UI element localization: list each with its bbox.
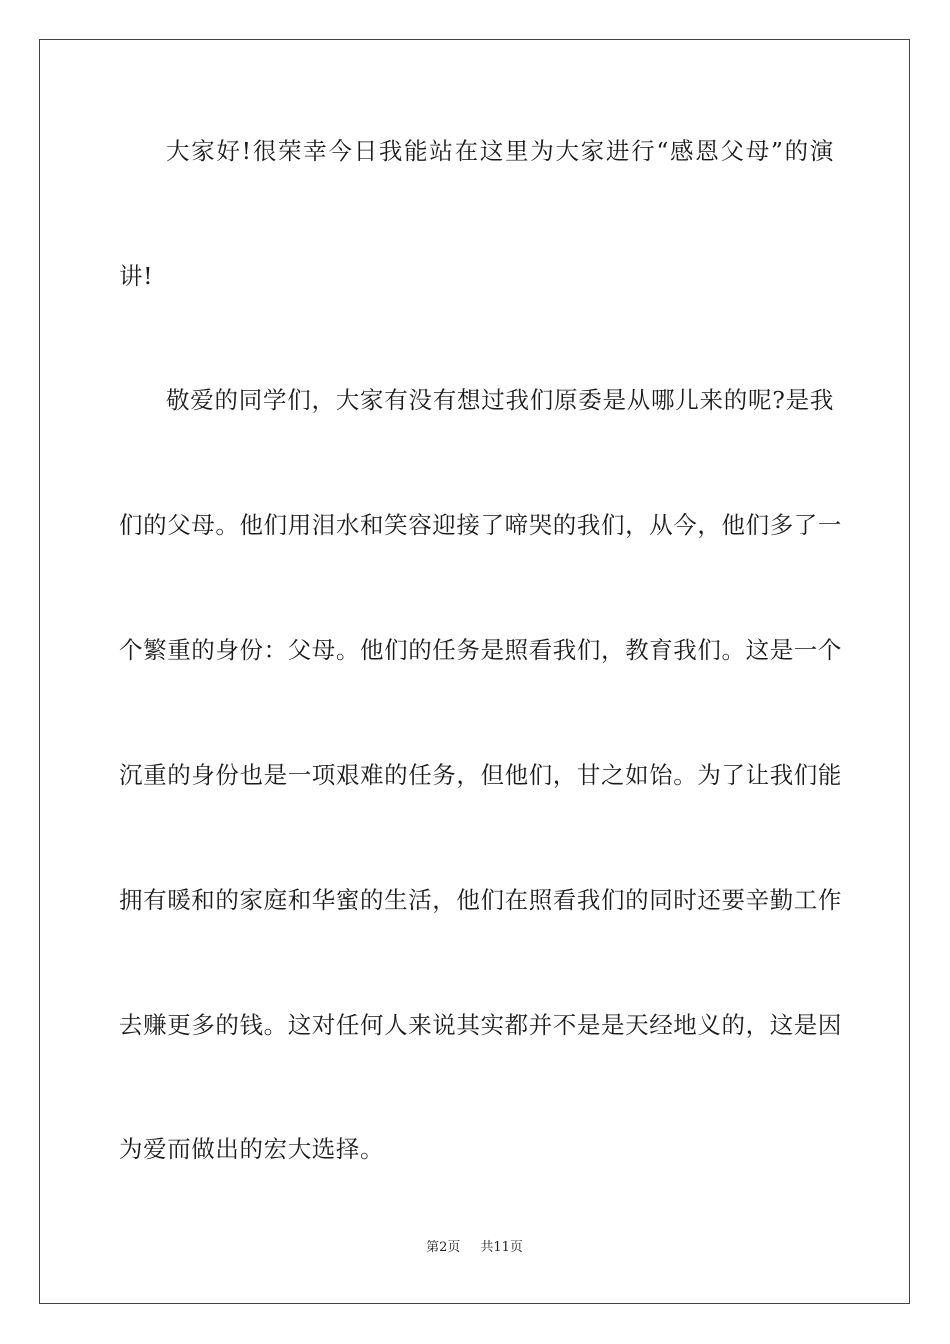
paragraph-2-line-2: 们的父母。他们用泪水和笑容迎接了啼哭的我们，从今，他们多了一 — [119, 511, 842, 539]
paragraph-2-line-7: 为爱而做出的宏大选择。 — [119, 1135, 385, 1163]
document-page — [39, 39, 910, 1304]
page-footer — [40, 1239, 909, 1257]
paragraph-2-line-6: 去赚更多的钱。这对任何人来说其实都并不是是天经地义的，这是因 — [119, 1011, 842, 1039]
paragraph-1-line-1: 大家好!很荣幸今日我能站在这里为大家进行“感恩父母”的演 — [166, 137, 834, 165]
paragraph-1-line-2: 讲! — [119, 262, 154, 290]
paragraph-2-line-1: 敬爱的同学们，大家有没有想过我们原委是从哪儿来的呢?是我 — [166, 386, 834, 414]
paragraph-2-line-5: 拥有暖和的家庭和华蜜的生活，他们在照看我们的同时还要辛勤工作 — [119, 886, 842, 914]
page-total: 共11页 — [480, 1240, 523, 1255]
page-number: 第2页 — [426, 1240, 461, 1255]
paragraph-2-line-3: 个繁重的身份：父母。他们的任务是照看我们，教育我们。这是一个 — [119, 636, 842, 664]
paragraph-2-line-4: 沉重的身份也是一项艰难的任务，但他们，甘之如饴。为了让我们能 — [119, 761, 842, 789]
